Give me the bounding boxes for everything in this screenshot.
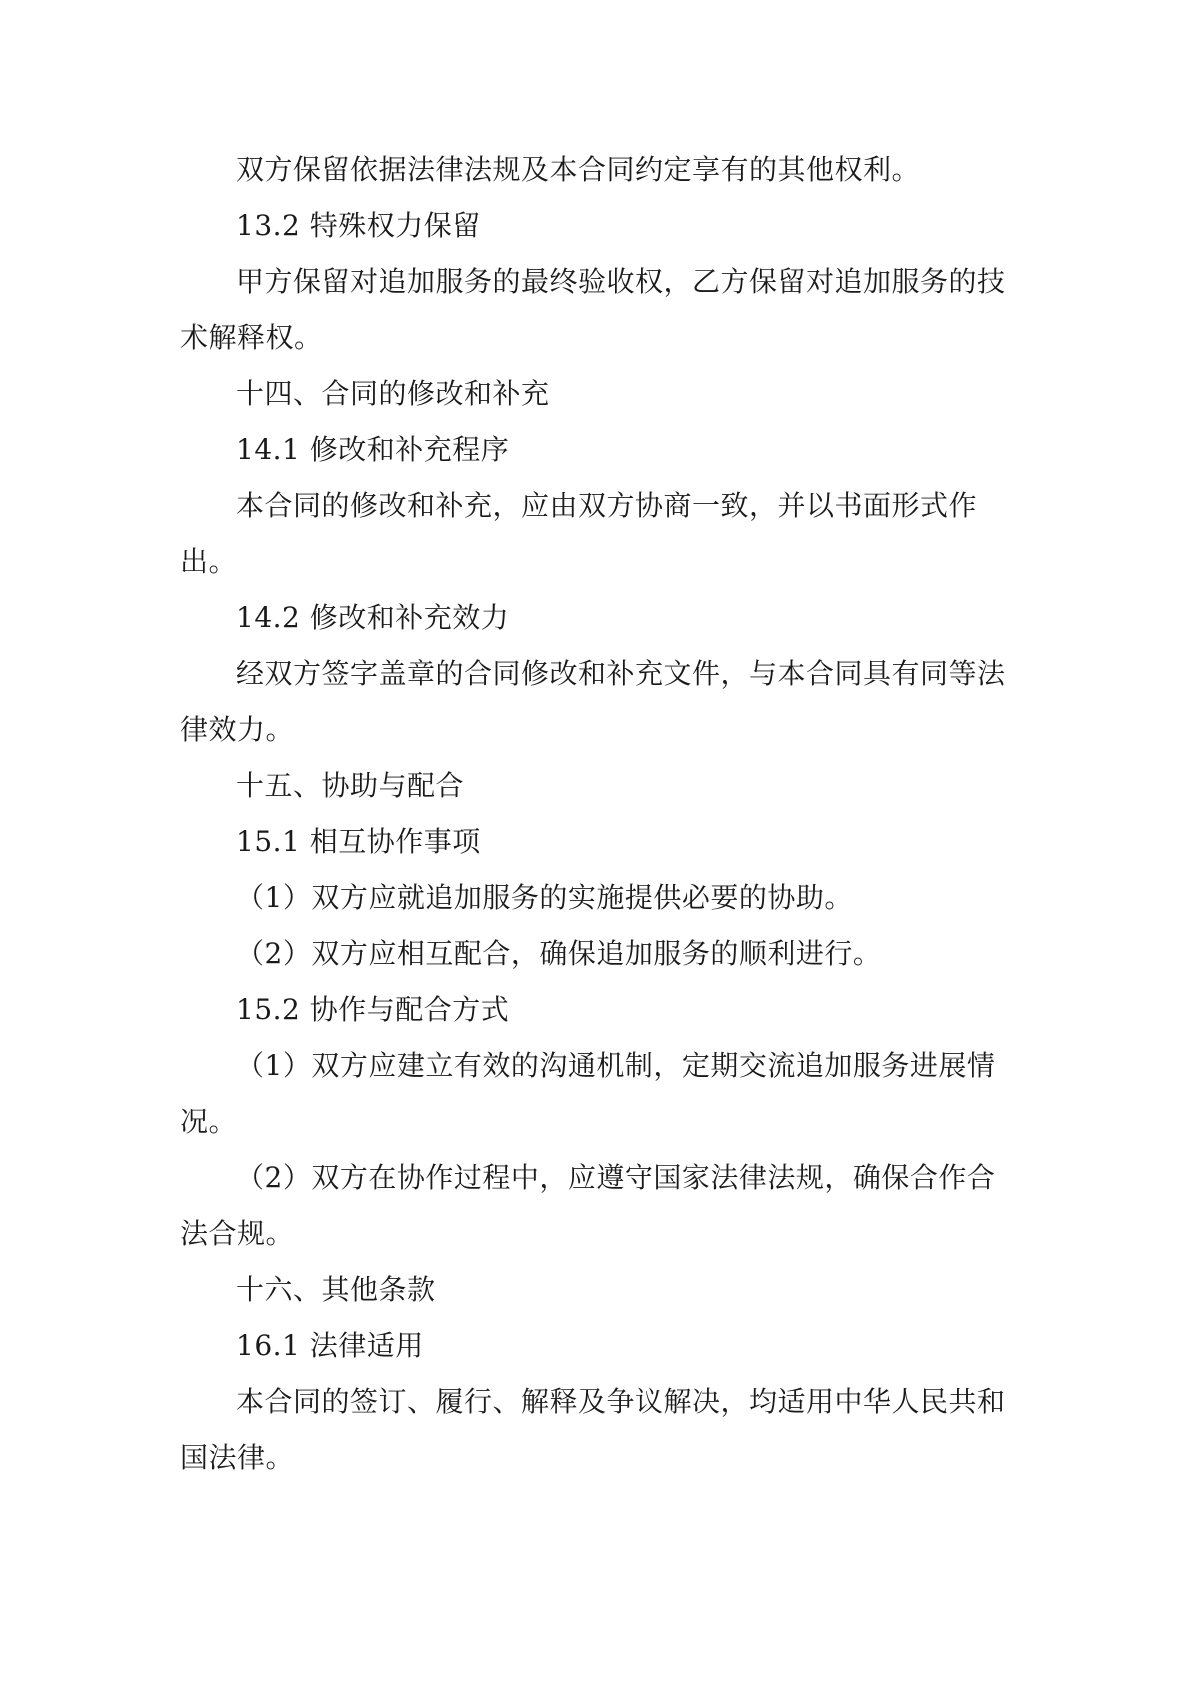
section-14-1-heading: 14.1 修改和补充程序	[236, 433, 510, 466]
paragraph-cooperation-method-1: （1）双方应建立有效的沟通机制，定期交流追加服务进展情况。	[180, 1049, 996, 1138]
paragraph-amendment-effect: 经双方签字盖章的合同修改和补充文件，与本合同具有同等法律效力。	[180, 657, 1006, 746]
section-16-1-heading: 16.1 法律适用	[236, 1329, 424, 1362]
section-15-1-heading: 15.1 相互协作事项	[236, 825, 481, 858]
paragraph-governing-law: 本合同的签订、履行、解释及争议解决，均适用中华人民共和国法律。	[180, 1385, 1006, 1474]
document-body	[180, 142, 1020, 1486]
section-13-2-heading: 13.2 特殊权力保留	[236, 209, 481, 242]
section-14-heading: 十四、合同的修改和补充	[236, 377, 550, 410]
paragraph-amendment-procedure: 本合同的修改和补充，应由双方协商一致，并以书面形式作出。	[180, 489, 978, 578]
section-15-heading: 十五、协助与配合	[236, 769, 465, 802]
paragraph-cooperation-item-1: （1）双方应就追加服务的实施提供必要的协助。	[236, 881, 853, 914]
paragraph-cooperation-item-2: （2）双方应相互配合，确保追加服务的顺利进行。	[236, 937, 882, 970]
paragraph-special-rights: 甲方保留对追加服务的最终验收权，乙方保留对追加服务的技术解释权。	[180, 265, 1006, 354]
section-15-2-heading: 15.2 协作与配合方式	[236, 993, 510, 1026]
section-14-2-heading: 14.2 修改和补充效力	[236, 601, 510, 634]
section-16-heading: 十六、其他条款	[236, 1273, 436, 1306]
paragraph-other-rights: 双方保留依据法律法规及本合同约定享有的其他权利。	[236, 153, 921, 186]
paragraph-cooperation-method-2: （2）双方在协作过程中，应遵守国家法律法规，确保合作合法合规。	[180, 1161, 996, 1250]
